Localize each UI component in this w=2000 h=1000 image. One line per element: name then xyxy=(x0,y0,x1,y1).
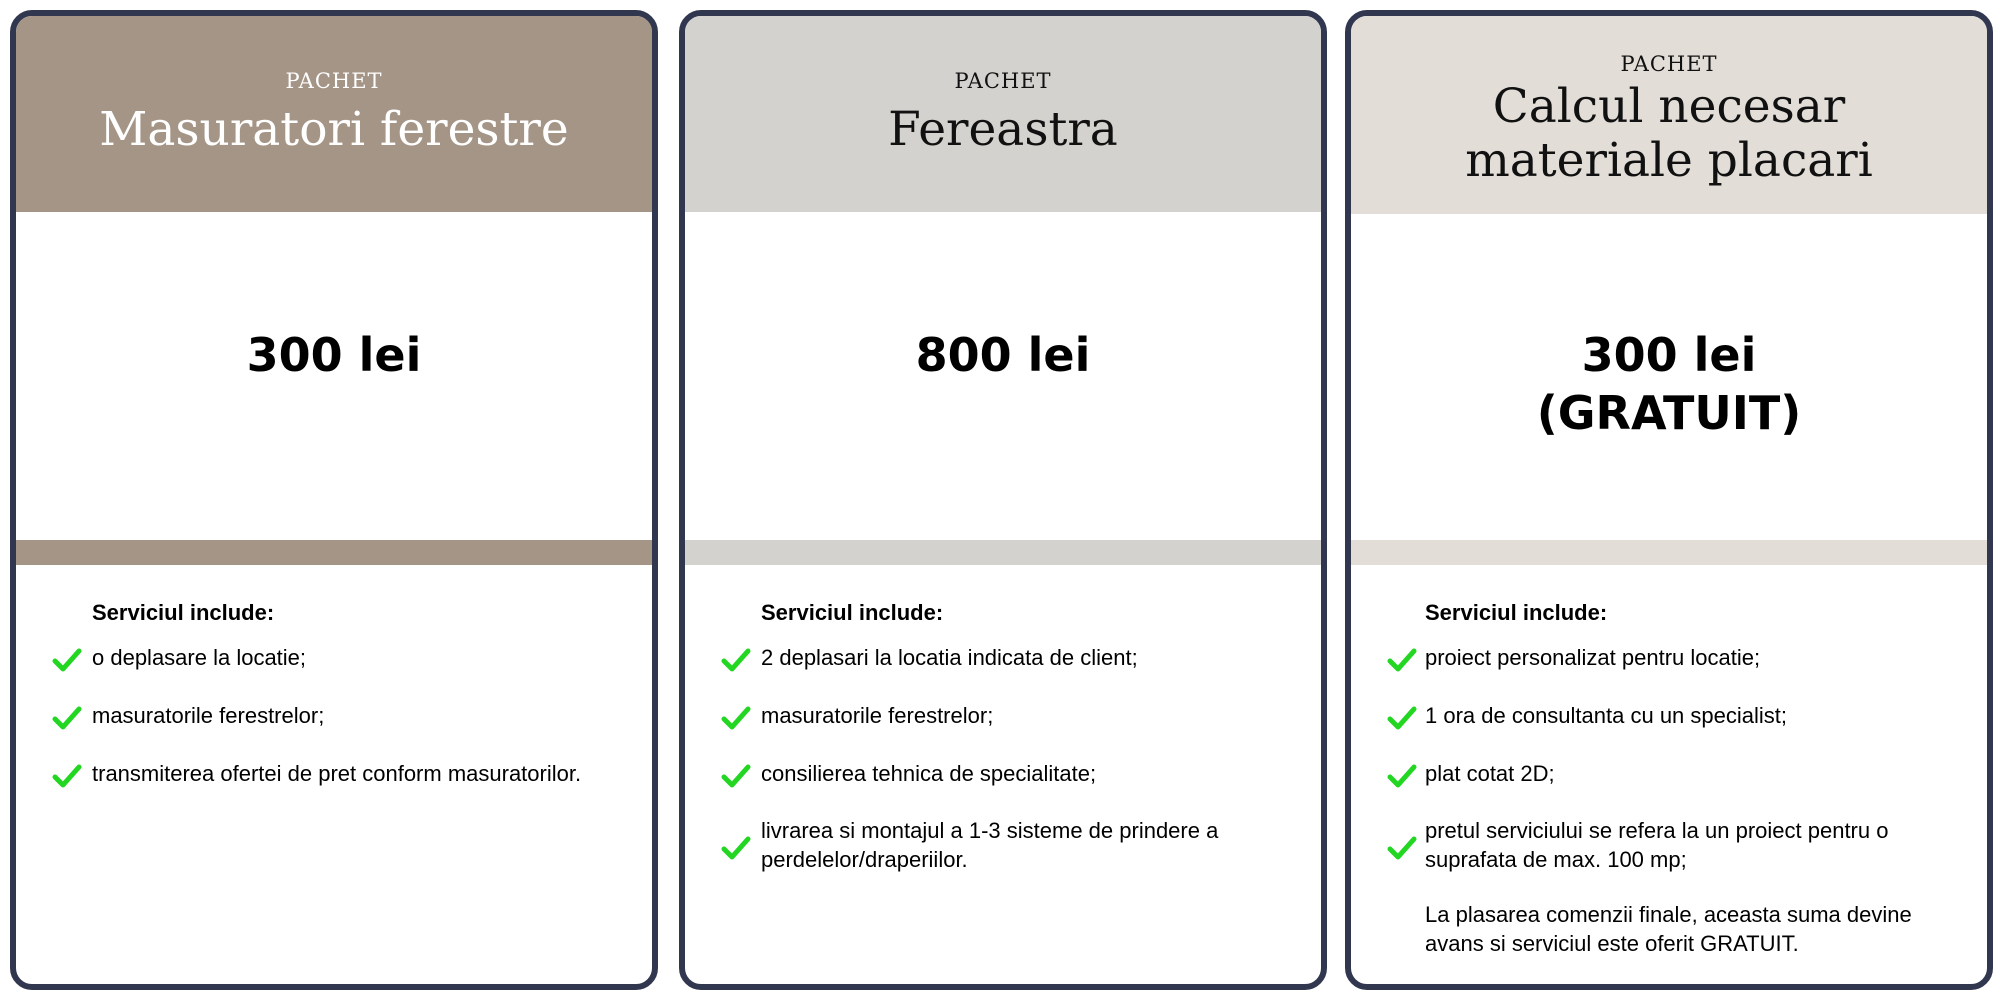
list-item xyxy=(1351,700,1987,730)
check-icon xyxy=(1387,645,1417,675)
check-icon xyxy=(1387,761,1417,791)
feature-text: proiect personalizat pentru locatie; xyxy=(1425,644,1761,670)
package-title: Fereastra xyxy=(888,102,1118,157)
check-icon xyxy=(721,761,751,791)
package-card-calcul-materiale xyxy=(1345,10,1993,990)
feature-text: transmiterea ofertei de pret conform masuratorilor. xyxy=(92,760,582,786)
accent-band xyxy=(16,540,652,565)
includes-label: Serviciul include: xyxy=(92,600,275,625)
card-header xyxy=(1351,16,1987,214)
list-item xyxy=(16,642,652,672)
package-title: Masuratori ferestre xyxy=(99,102,569,157)
package-price xyxy=(1351,326,1987,442)
feature-text: masuratorile ferestrelor; xyxy=(92,702,325,728)
list-item xyxy=(1351,758,1987,788)
price-note: (GRATUIT) xyxy=(1536,386,1802,440)
feature-text: consilierea tehnica de specialitate; xyxy=(761,760,1097,786)
card-header xyxy=(16,16,652,212)
list-item xyxy=(685,642,1321,672)
card-header xyxy=(685,16,1321,212)
pachet-label: PACHET xyxy=(1620,52,1718,76)
list-item xyxy=(685,700,1321,730)
feature-text: o deplasare la locatie; xyxy=(92,644,307,670)
pachet-label: PACHET xyxy=(285,69,383,93)
list-item xyxy=(685,758,1321,788)
list-item xyxy=(1351,816,1987,874)
price-amount: 300 lei xyxy=(1581,328,1757,382)
accent-band xyxy=(1351,540,1987,565)
check-icon xyxy=(52,761,82,791)
check-icon xyxy=(52,645,82,675)
package-title-line: Calcul necesar xyxy=(1492,79,1846,134)
feature-list xyxy=(685,598,1321,902)
package-title-line: materiale placari xyxy=(1465,133,1873,188)
check-icon xyxy=(1387,833,1417,863)
check-icon xyxy=(721,833,751,863)
accent-band xyxy=(685,540,1321,565)
check-icon xyxy=(721,703,751,733)
feature-text: masuratorile ferestrelor; xyxy=(761,702,994,728)
list-item xyxy=(16,758,652,788)
feature-text: 1 ora de consultanta cu un specialist; xyxy=(1425,702,1788,728)
footnote: La plasarea comenzii finale, aceasta suma devine avans si serviciul este oferit GRATUIT. xyxy=(1425,902,1912,956)
feature-list xyxy=(1351,598,1987,958)
includes-label: Serviciul include: xyxy=(761,600,944,625)
list-item xyxy=(1351,642,1987,672)
feature-text: pretul serviciului se refera la un proiect pentru o suprafata de max. 100 mp; xyxy=(1425,818,1889,872)
check-icon xyxy=(52,703,82,733)
list-item xyxy=(685,816,1321,874)
includes-label: Serviciul include: xyxy=(1425,600,1608,625)
feature-list xyxy=(16,598,652,816)
list-item xyxy=(16,700,652,730)
feature-text: livrarea si montajul a 1-3 sisteme de prindere a perdelelor/draperiilor. xyxy=(761,818,1219,872)
check-icon xyxy=(1387,703,1417,733)
package-title xyxy=(1351,80,1987,188)
feature-text: plat cotat 2D; xyxy=(1425,760,1555,786)
feature-text: 2 deplasari la locatia indicata de client; xyxy=(761,644,1138,670)
package-price: 300 lei xyxy=(246,328,422,382)
package-price: 800 lei xyxy=(915,328,1091,382)
package-card-fereastra xyxy=(679,10,1327,990)
pachet-label: PACHET xyxy=(954,69,1052,93)
check-icon xyxy=(721,645,751,675)
package-card-masuratori-ferestre xyxy=(10,10,658,990)
